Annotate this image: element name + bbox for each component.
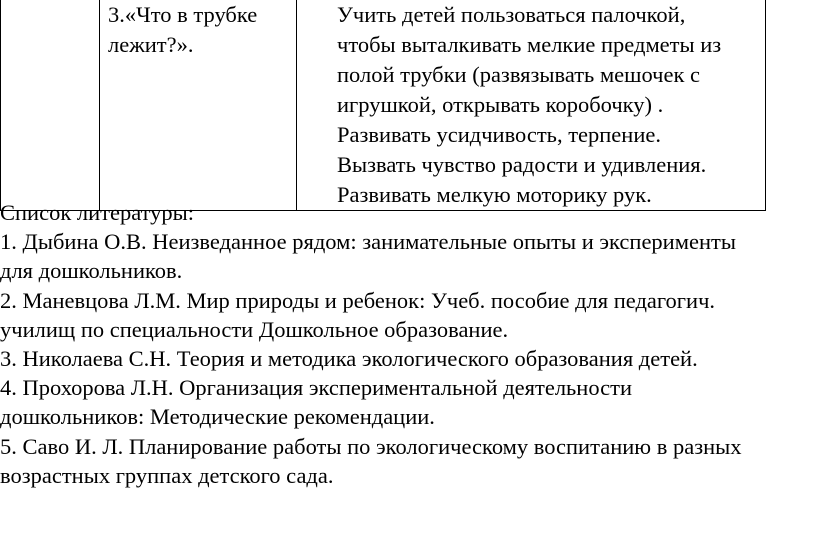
activity-goal-line: чтобы выталкивать мелкие предметы из <box>337 32 722 57</box>
table-cell-activity-title <box>100 0 297 211</box>
activity-table <box>0 0 766 211</box>
reference-line: 5. Саво И. Л. Планирование работы по экологическому воспитанию в разных <box>0 433 742 459</box>
activity-goal-line: Развивать усидчивость, терпение. <box>337 122 661 147</box>
reference-line: дошкольников: Методические рекомендации. <box>0 404 435 430</box>
reference-line: 3. Николаева С.Н. Теория и методика экологического образования детей. <box>0 346 698 372</box>
table-cell-empty <box>1 0 100 211</box>
activity-goal-line: Учить детей пользоваться палочкой, <box>337 2 686 27</box>
references-heading: Список литературы: <box>0 200 195 225</box>
activity-goal-line: игрушкой, открывать коробочку) . <box>337 92 664 117</box>
activity-title-line: 3.«Что в трубке <box>108 2 258 27</box>
reference-line: 4. Прохорова Л.Н. Организация экспериментальной деятельности <box>0 375 633 401</box>
reference-line: возрастных группах детского сада. <box>0 462 334 488</box>
table-row <box>1 0 766 211</box>
reference-line: училищ по специальности Дошкольное образование. <box>0 316 509 342</box>
activity-goal-line: Вызвать чувство радости и удивления. <box>337 152 707 177</box>
activity-goal-line: полой трубки (развязывать мешочек с <box>337 62 701 87</box>
reference-line: 2. Маневцова Л.М. Мир природы и ребенок: Учеб. пособие для педагогич. <box>0 287 716 313</box>
activity-goal-line: Развивать мелкую моторику рук. <box>337 182 652 207</box>
activity-title-line: лежит?». <box>108 32 194 57</box>
table-cell-activity-goals <box>297 0 766 211</box>
reference-line: 1. Дыбина О.В. Неизведанное рядом: занимательные опыты и эксперименты <box>0 229 736 255</box>
reference-line: для дошкольников. <box>0 258 183 284</box>
references-section <box>0 198 816 490</box>
